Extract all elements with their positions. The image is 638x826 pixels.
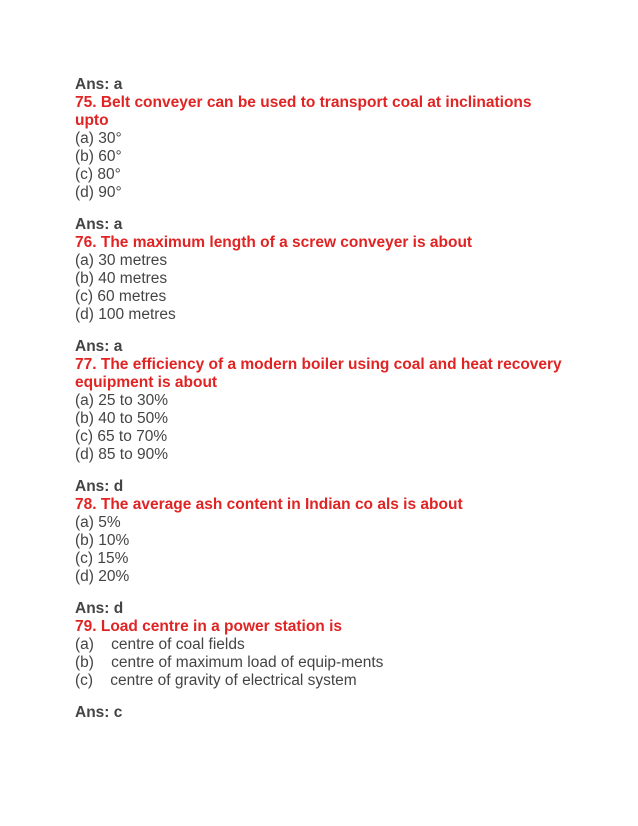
question-79: 79. Load centre in a power station is (75, 618, 343, 635)
answer-line: Ans: a (75, 216, 123, 233)
option-c: (c) centre of gravity of electrical system (75, 672, 357, 689)
option-a: (a) centre of coal fields (75, 636, 245, 653)
option-b: (b) centre of maximum load of equip-ments (75, 654, 384, 671)
question-77: 77. The efficiency of a modern boiler using coal and heat recovery equipment is about (75, 356, 562, 391)
spacer (75, 202, 565, 216)
option-d: (d) 20% (75, 568, 130, 585)
option-c: (c) 65 to 70% (75, 428, 168, 445)
option-a: (a) 30° (75, 130, 122, 147)
option-b: (b) 40 metres (75, 270, 168, 287)
answer-line: Ans: a (75, 338, 123, 355)
spacer (75, 690, 565, 704)
spacer (75, 586, 565, 600)
question-76: 76. The maximum length of a screw conveyer is about (75, 234, 473, 251)
option-b: (b) 60° (75, 148, 122, 165)
option-b: (b) 40 to 50% (75, 410, 169, 427)
option-a: (a) 25 to 30% (75, 392, 169, 409)
option-d: (d) 100 metres (75, 306, 176, 323)
option-c: (c) 60 metres (75, 288, 167, 305)
question-75: 75. Belt conveyer can be used to transport coal at inclinations upto (75, 94, 532, 129)
option-d: (d) 90° (75, 184, 122, 201)
document-page (75, 76, 565, 722)
answer-line: Ans: d (75, 600, 124, 617)
final-answer-line: Ans: c (75, 704, 123, 721)
answer-line: Ans: d (75, 478, 124, 495)
option-c: (c) 80° (75, 166, 121, 183)
option-c: (c) 15% (75, 550, 129, 567)
option-a: (a) 5% (75, 514, 121, 531)
option-b: (b) 10% (75, 532, 130, 549)
spacer (75, 464, 565, 478)
option-a: (a) 30 metres (75, 252, 168, 269)
option-d: (d) 85 to 90% (75, 446, 169, 463)
answer-line: Ans: a (75, 76, 123, 93)
question-78: 78. The average ash content in Indian co als is about (75, 496, 463, 513)
spacer (75, 324, 565, 338)
